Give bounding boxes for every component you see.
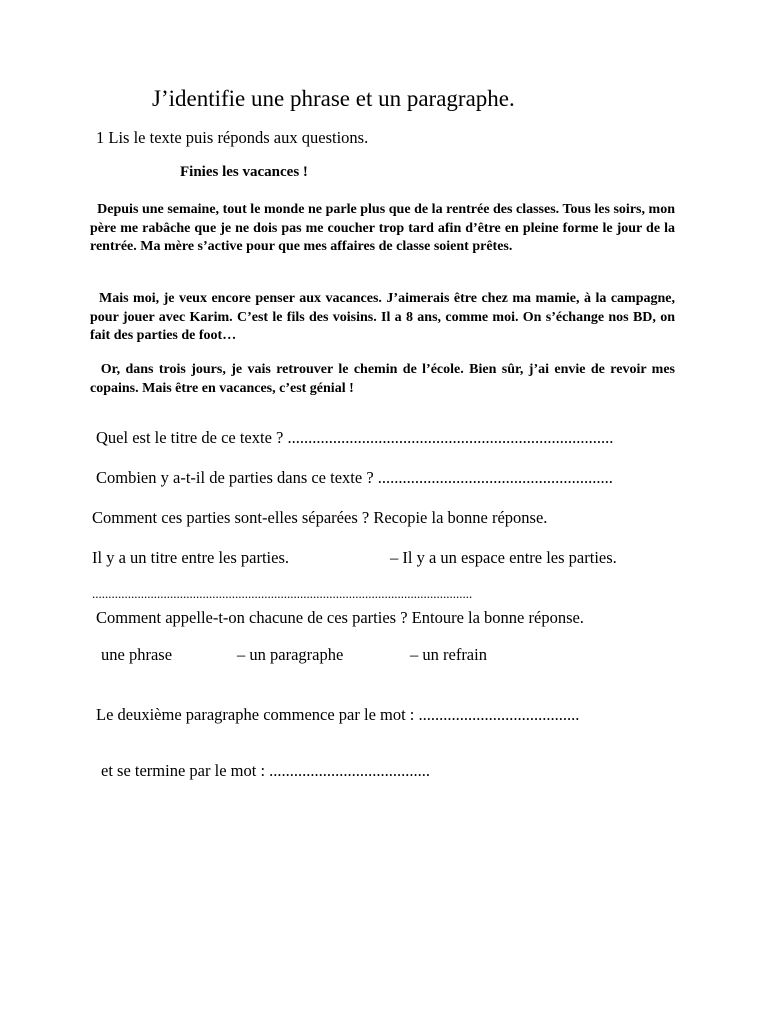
question-parts-count: Combien y a-t-il de parties dans ce texte ? ......................................................... <box>96 468 613 487</box>
story-title: Finies les vacances ! <box>180 164 308 180</box>
separation-option-space: – Il y a un espace entre les parties. <box>390 548 617 567</box>
choice-paragraphe: – un paragraphe <box>237 645 344 664</box>
story-paragraph-1: Depuis une semaine, tout le monde ne parle plus que de la rentrée des classes. Tous les soirs, mon père me rabâche que je ne dois pas me coucher trop tard afin d’être en pleine forme le jour de la rentrée. Ma mère s’active pour que mes affaires de classe soient prêtes. <box>90 202 679 255</box>
separation-option-title: Il y a un titre entre les parties. <box>92 548 290 567</box>
question-part-name: Comment appelle-t-on chacune de ces parties ? Entoure la bonne réponse. <box>96 608 584 627</box>
story-paragraph-2: Mais moi, je veux encore penser aux vacances. J’aimerais être chez ma mamie, à la campagne, pour jouer avec Karim. C’est le fils des voisins. Il a 8 ans, comme moi. On s’échange nos BD, on fait des parties de foot… <box>90 291 679 344</box>
question-title: Quel est le titre de ce texte ? ............................................................................... <box>96 428 614 447</box>
story-paragraph-3: Or, dans trois jours, je vais retrouver le chemin de l’école. Bien sûr, j’ai envie de revoir mes copains. Mais être en vacances, c’est génial ! <box>90 362 679 396</box>
question-first-word: Le deuxième paragraphe commence par le mot : ....................................... <box>96 705 580 724</box>
question-last-word: et se termine par le mot : ....................................... <box>101 761 431 780</box>
instruction-text: 1 Lis le texte puis réponds aux questions. <box>96 128 369 147</box>
question-separation: Comment ces parties sont-elles séparées ? Recopie la bonne réponse. <box>92 508 548 527</box>
choice-phrase: une phrase <box>101 645 173 664</box>
answer-line: ..................................................................................................................... <box>92 586 473 601</box>
choice-refrain: – un refrain <box>410 645 487 664</box>
worksheet-title: J’identifie une phrase et un paragraphe. <box>152 86 515 111</box>
